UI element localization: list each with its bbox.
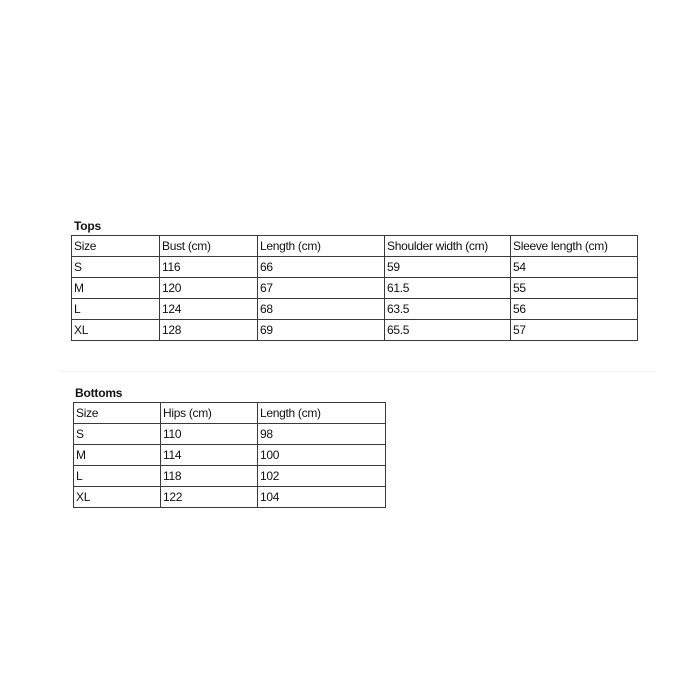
- bottoms-table-cell: S: [74, 424, 161, 445]
- tops-table-cell: 68: [258, 299, 385, 320]
- tops-table-cell: 56: [511, 299, 638, 320]
- tops-table-cell: 124: [160, 299, 258, 320]
- tops-table-cell: 120: [160, 278, 258, 299]
- bottoms-table-cell: L: [74, 466, 161, 487]
- tops-table-cell: 67: [258, 278, 385, 299]
- tops-table-cell: 69: [258, 320, 385, 341]
- tops-header-cell: Shoulder width (cm): [385, 236, 511, 257]
- tops-table-cell: 116: [160, 257, 258, 278]
- tops-header-cell: Sleeve length (cm): [511, 236, 638, 257]
- bottoms-table-cell: 114: [161, 445, 258, 466]
- tops-table-cell: 128: [160, 320, 258, 341]
- tops-size-table: [71, 235, 638, 341]
- tops-title: Tops: [74, 219, 101, 233]
- bottoms-table-cell: 102: [258, 466, 386, 487]
- tops-table-cell: L: [72, 299, 160, 320]
- bottoms-header-row: [74, 403, 386, 424]
- bottoms-table-cell: 98: [258, 424, 386, 445]
- tops-table-cell: 65.5: [385, 320, 511, 341]
- tops-table-cell: 55: [511, 278, 638, 299]
- tops-header-cell: Bust (cm): [160, 236, 258, 257]
- bottoms-header-cell: Size: [74, 403, 161, 424]
- bottoms-title: Bottoms: [75, 386, 123, 400]
- section-divider: [60, 371, 656, 372]
- tops-header-cell: Length (cm): [258, 236, 385, 257]
- tops-table-cell: S: [72, 257, 160, 278]
- tops-header-cell: Size: [72, 236, 160, 257]
- bottoms-table-cell: 122: [161, 487, 258, 508]
- bottoms-table-cell: M: [74, 445, 161, 466]
- tops-table-cell: 61.5: [385, 278, 511, 299]
- bottoms-table-cell: 118: [161, 466, 258, 487]
- bottoms-table-row: [74, 466, 386, 487]
- tops-table-cell: 59: [385, 257, 511, 278]
- tops-table-row: [72, 278, 638, 299]
- tops-header-row: [72, 236, 638, 257]
- bottoms-table-row: [74, 424, 386, 445]
- tops-table-cell: 54: [511, 257, 638, 278]
- tops-table-cell: XL: [72, 320, 160, 341]
- tops-table-cell: 57: [511, 320, 638, 341]
- bottoms-table-cell: 100: [258, 445, 386, 466]
- tops-table-row: [72, 257, 638, 278]
- bottoms-table-row: [74, 487, 386, 508]
- tops-table-row: [72, 320, 638, 341]
- bottoms-table-row: [74, 445, 386, 466]
- tops-table-cell: M: [72, 278, 160, 299]
- bottoms-header-cell: Hips (cm): [161, 403, 258, 424]
- tops-table-cell: 63.5: [385, 299, 511, 320]
- bottoms-table-cell: 104: [258, 487, 386, 508]
- tops-table-row: [72, 299, 638, 320]
- tops-table-cell: 66: [258, 257, 385, 278]
- bottoms-size-table: [73, 402, 386, 508]
- bottoms-table-cell: XL: [74, 487, 161, 508]
- bottoms-header-cell: Length (cm): [258, 403, 386, 424]
- bottoms-table-cell: 110: [161, 424, 258, 445]
